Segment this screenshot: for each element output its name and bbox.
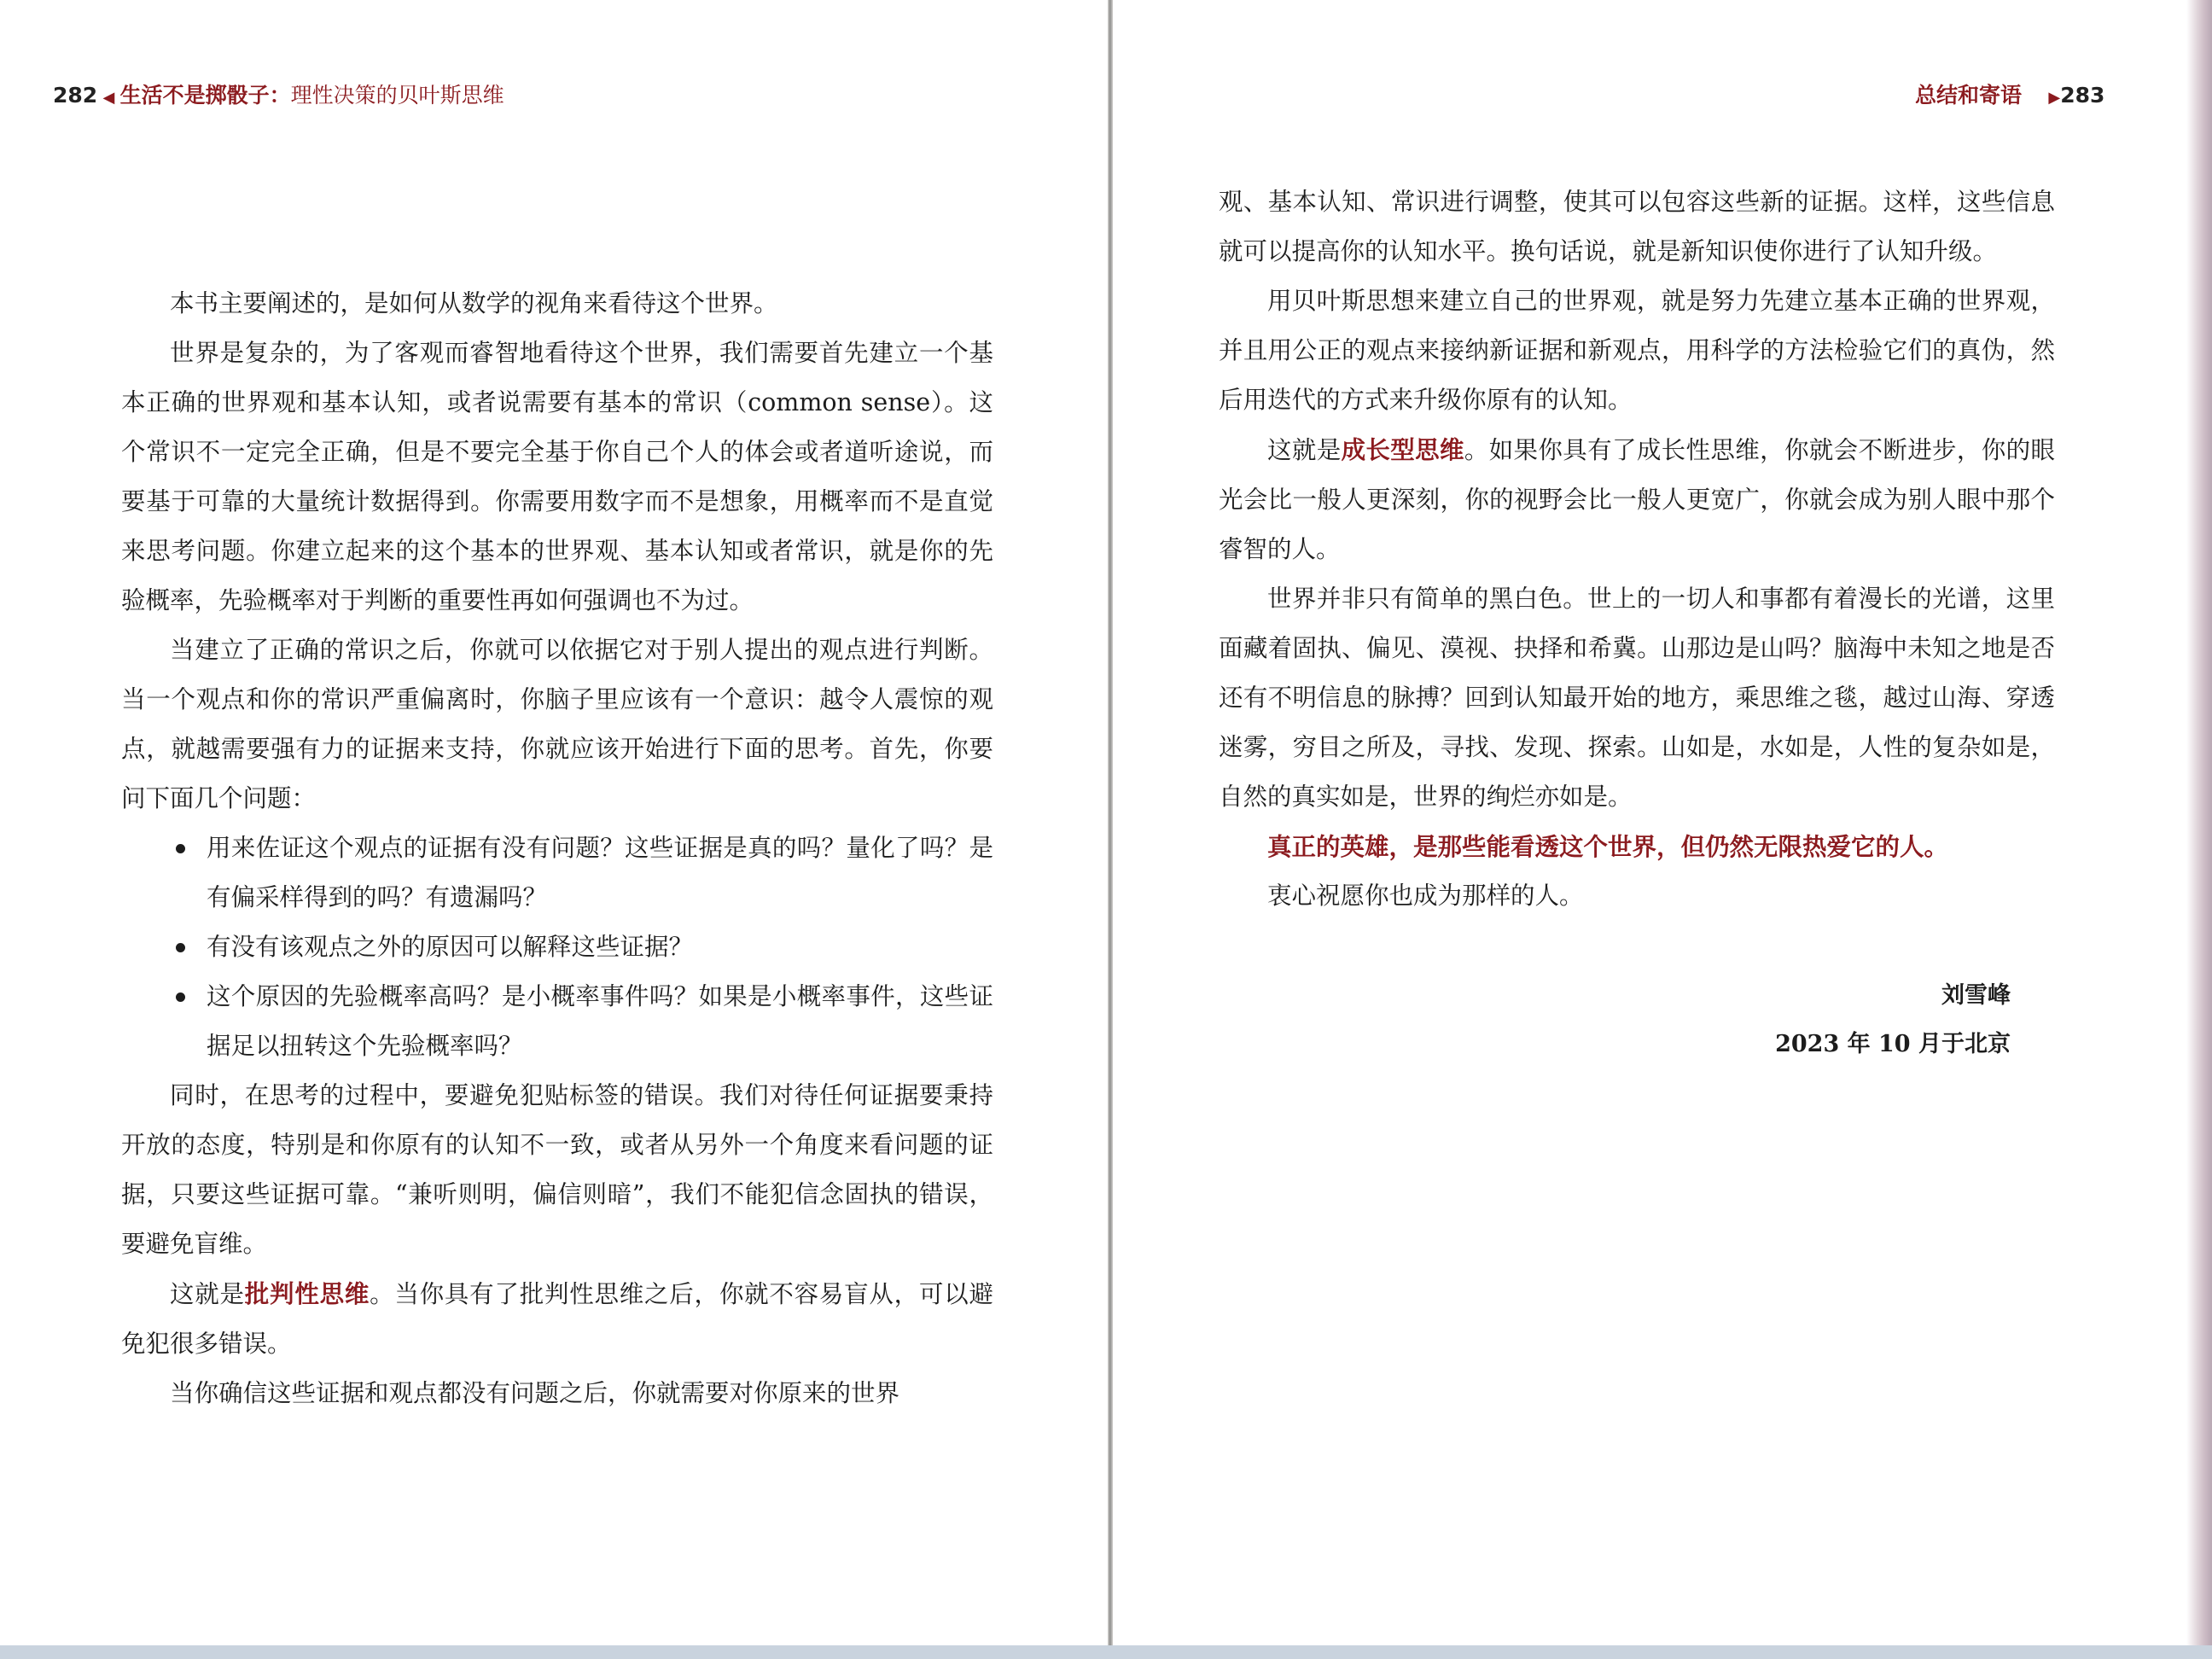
right-running-head xyxy=(1915,83,2104,111)
hero-quote: 真正的英雄，是那些能看透这个世界，但仍然无限热爱它的人。 xyxy=(1267,832,1949,861)
left-body-text xyxy=(121,279,993,1418)
left-paragraph-2: 世界是复杂的，为了客观而睿智地看待这个世界，我们需要首先建立一个基本正确的世界观和基本认知，或者说需要有基本的常识（common sense）。这个常识不一定完全正确，但是不要完全基于你自己个人的体会或者道听途说，而要基于可靠的大量统计数据得到。你需要用数字而不是想象，用概率而不是直觉来思考问题。你建立起来的这个基本的世界观、基本认知或者常识，就是你的先验概率，先验概率对于判断的重要性再如何强调也不为过。 xyxy=(121,339,993,614)
right-paragraph-2: 用贝叶斯思想来建立自己的世界观，就是努力先建立基本正确的世界观，并且用公正的观点来接纳新证据和新观点，用科学的方法检验它们的真伪，然后用迭代的方式来升级你原有的认知。 xyxy=(1219,287,2055,414)
p3-tail: 。如果你具有了成长性思维，你就会不断进步，你的眼光会比一般人更深刻，你的视野会比一般人更宽广，你就会成为别人眼中那个睿智的人。 xyxy=(1219,436,2055,563)
question-list xyxy=(121,824,993,1071)
book-title: 生活不是掷骰子： xyxy=(119,83,291,108)
page-edge-shadow xyxy=(2186,0,2212,1659)
left-paragraph-6: 当你确信这些证据和观点都没有问题之后，你就需要对你原来的世界 xyxy=(170,1379,900,1407)
chapter-title: 总结和寄语 xyxy=(1915,83,2023,108)
growth-mindset-highlight: 成长型思维 xyxy=(1341,435,1464,464)
question-item-3: 这个原因的先验概率高吗？是小概率事件吗？如果是小概率事件，这些证据足以扭转这个先验概率吗？ xyxy=(207,972,993,1071)
left-paragraph-4: 同时，在思考的过程中，要避免犯贴标签的错误。我们对待任何证据要秉持开放的态度，特别是和你原有的认知不一致，或者从另外一个角度来看问题的证据，只要这些证据可靠。“兼听则明，偏信则暗”，我们不能犯信念固执的错误，要避免盲维。 xyxy=(121,1081,993,1258)
book-subtitle: 理性决策的贝叶斯思维 xyxy=(290,83,504,108)
critical-thinking-highlight: 批判性思维 xyxy=(244,1279,370,1308)
right-paragraph-6: 衷心祝愿你也成为那样的人。 xyxy=(1267,882,1584,910)
signature-date: 2023 年 10 月于北京 xyxy=(1775,1031,2011,1057)
left-arrow-icon: ◀ xyxy=(97,89,120,107)
right-paragraph-3 xyxy=(1219,425,2055,574)
p3-lead: 这就是 xyxy=(1267,436,1342,464)
right-body-text xyxy=(1219,178,2055,921)
right-paragraph-4: 世界并非只有简单的黑白色。世上的一切人和事都有着漫长的光谱，这里面藏着固执、偏见、漠视、抉择和希冀。山那边是山吗？脑海中未知之地是否还有不明信息的脉搏？回到认知最开始的地方，乘思维之毯，越过山海、穿透迷雾，穷目之所及，寻找、发现、探索。山如是，水如是，人性的复杂如是，自然的真实如是，世界的绚烂亦如是。 xyxy=(1219,585,2055,811)
right-arrow-icon: ▶ xyxy=(2022,89,2061,107)
left-paragraph-1: 本书主要阐述的，是如何从数学的视角来看待这个世界。 xyxy=(170,289,778,317)
right-paragraph-1: 观、基本认知、常识进行调整，使其可以包容这些新的证据。这样，这些信息就可以提高你的认知水平。换句话说，就是新知识使你进行了认知升级。 xyxy=(1219,188,2055,265)
page-number-right: 283 xyxy=(2060,83,2105,108)
author-signature: 刘雪峰 xyxy=(1941,982,2011,1009)
left-running-head xyxy=(53,83,504,111)
p5-lead: 这就是 xyxy=(170,1280,245,1308)
scan-bottom-edge xyxy=(0,1645,2212,1659)
question-item-2: 有没有该观点之外的原因可以解释这些证据？ xyxy=(207,923,993,972)
question-item-1: 用来佐证这个观点的证据有没有问题？这些证据是真的吗？量化了吗？是有偏采样得到的吗？有遗漏吗？ xyxy=(207,824,993,923)
left-paragraph-3: 当建立了正确的常识之后，你就可以依据它对于别人提出的观点进行判断。当一个观点和你的常识严重偏离时，你脑子里应该有一个意识：越令人震惊的观点，就越需要强有力的证据来支持，你就应该开始进行下面的思考。首先，你要问下面几个问题： xyxy=(121,636,993,812)
page-number-left: 282 xyxy=(53,83,98,108)
left-paragraph-5 xyxy=(121,1269,993,1369)
p5-tail: 。当你具有了批判性思维之后，你就不容易盲从，可以避免犯很多错误。 xyxy=(121,1280,993,1358)
